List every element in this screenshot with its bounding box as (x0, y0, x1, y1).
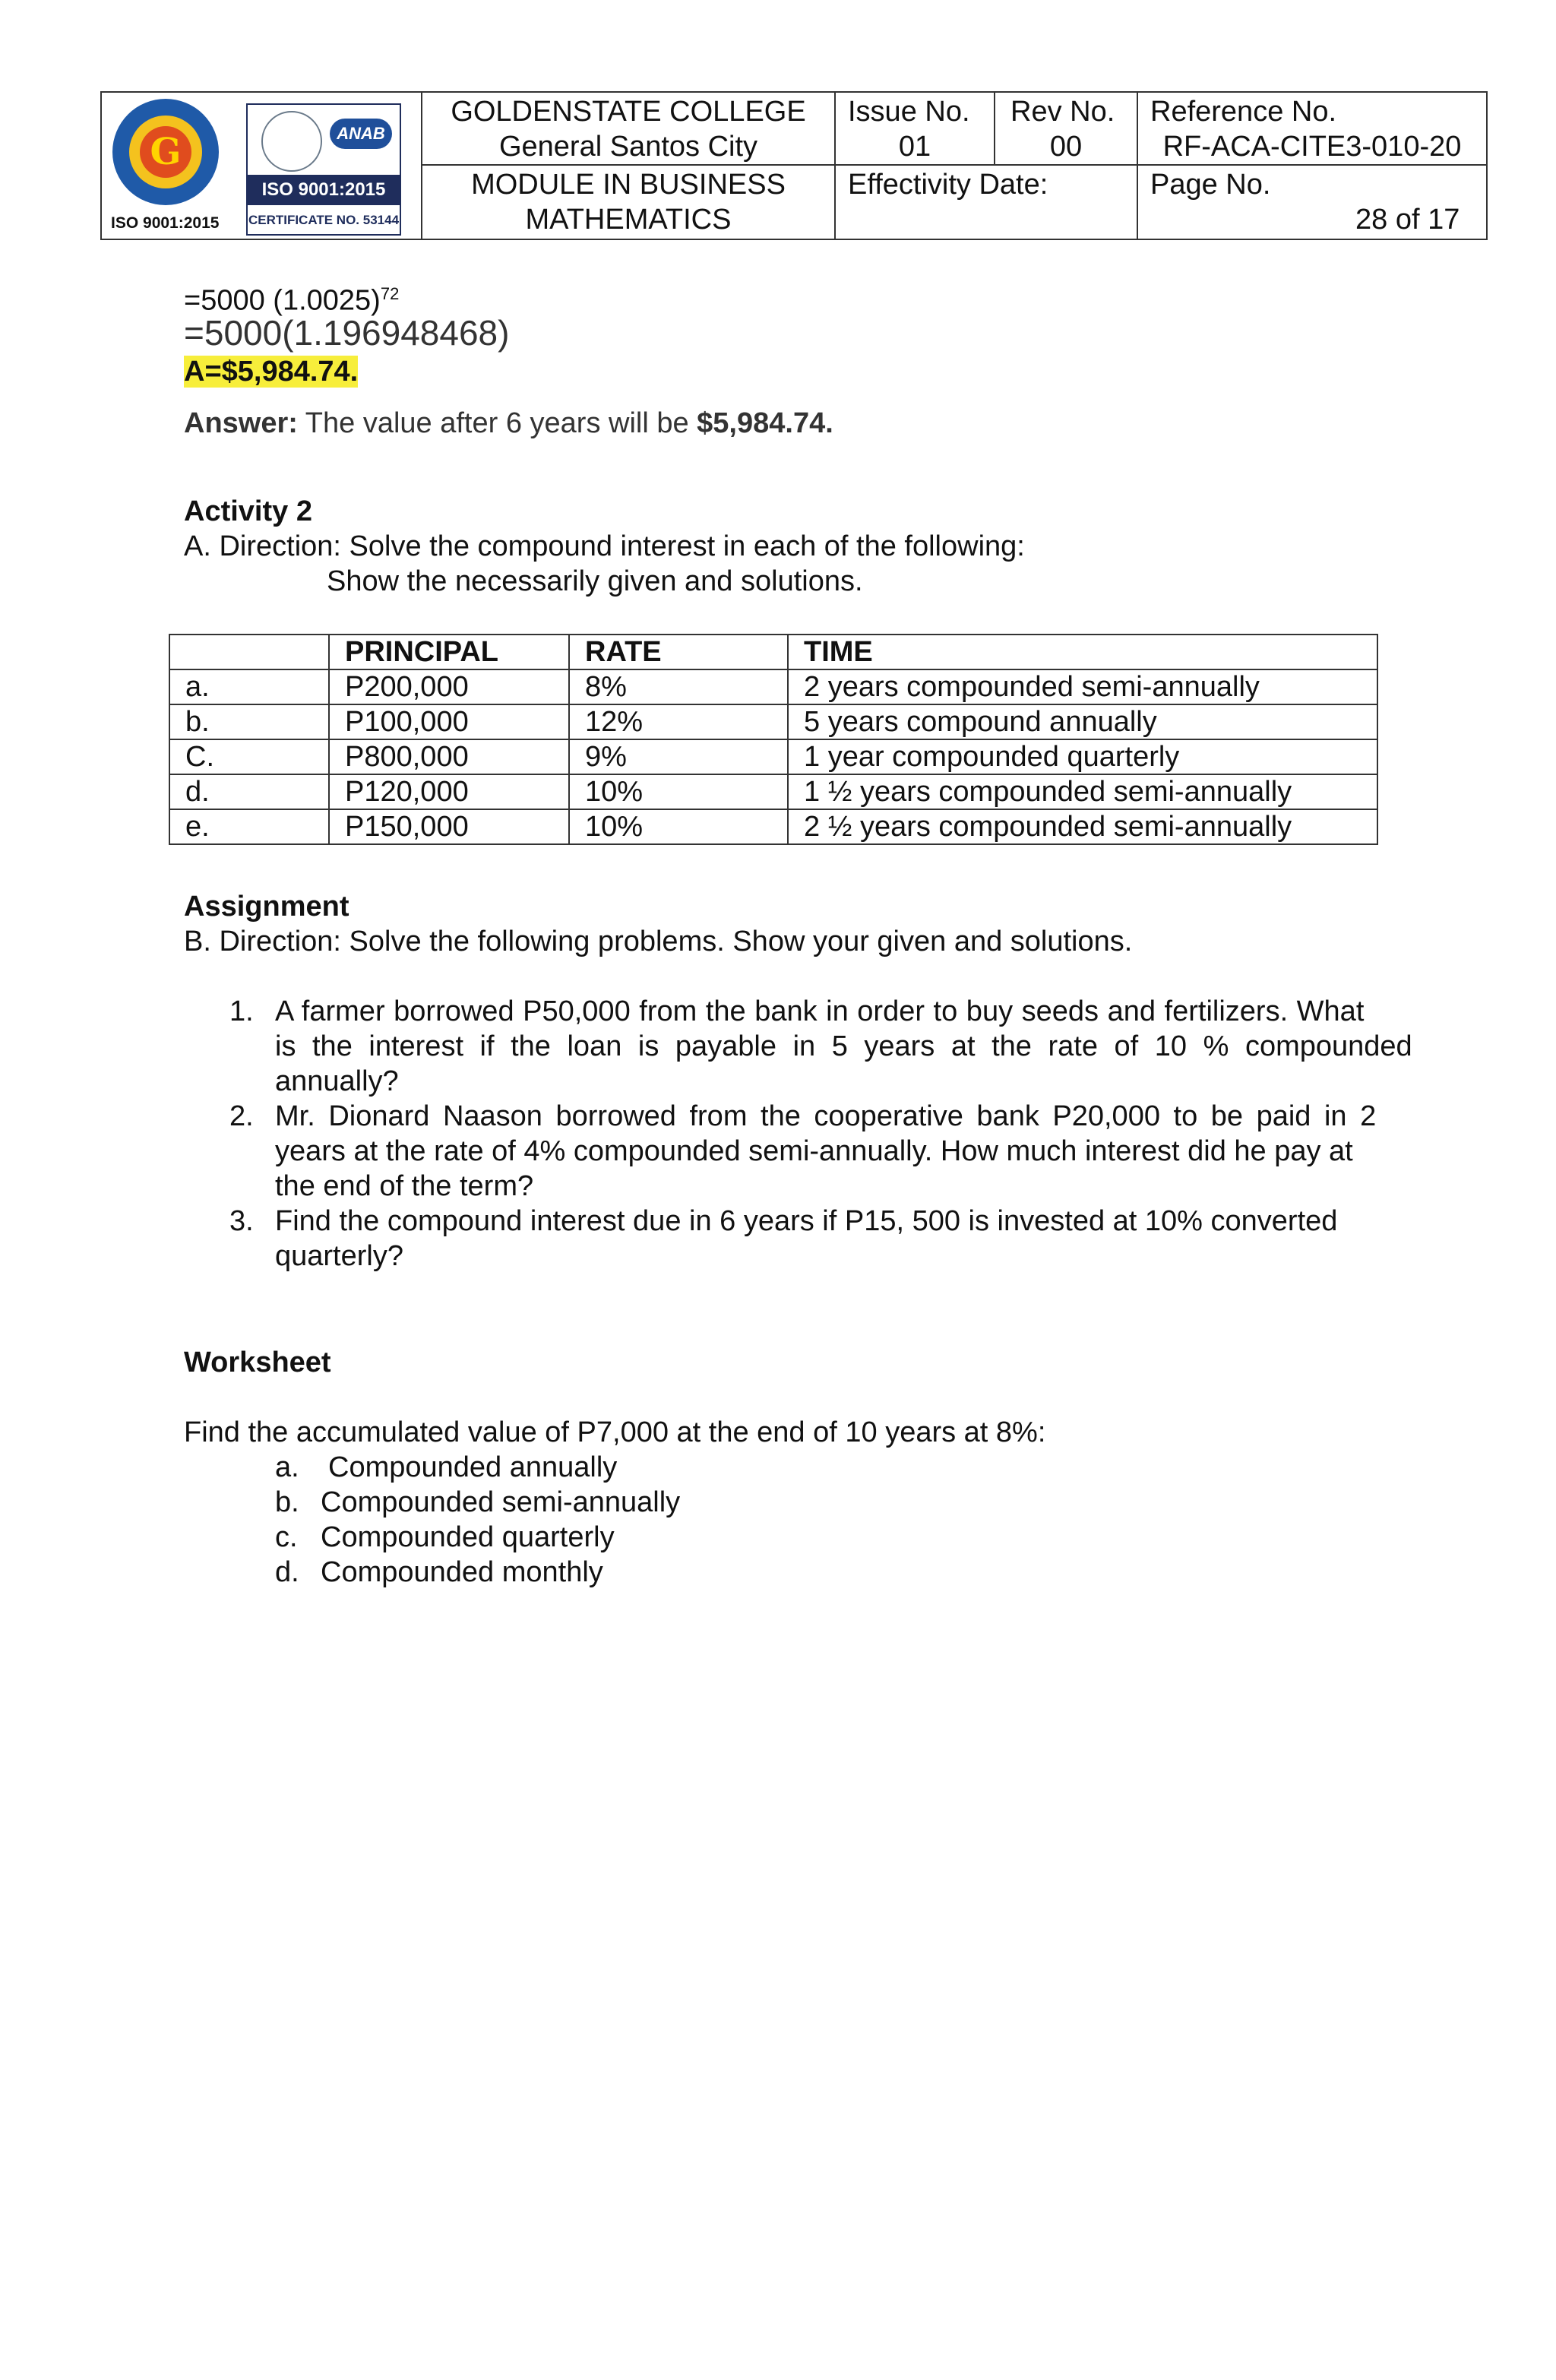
school-name: GOLDENSTATE COLLEGE (451, 96, 806, 128)
table-row (169, 669, 1377, 704)
rev-value: 00 (1049, 131, 1083, 163)
table-cell: 10% (569, 774, 788, 809)
table-cell: P120,000 (329, 774, 569, 809)
problem-number: 2. (229, 1100, 254, 1132)
issue-value: 01 (898, 131, 931, 163)
school-city: General Santos City (498, 131, 758, 163)
worksheet-item-text: Compounded annually (328, 1451, 618, 1483)
activity-title: Activity 2 (184, 495, 312, 527)
exponent: 72 (380, 284, 400, 303)
page-value: 28 of 17 (1355, 204, 1460, 236)
table-cell: 10% (569, 809, 788, 844)
activity-table (169, 634, 1378, 845)
table-cell: b. (169, 704, 329, 739)
table-header-cell (169, 635, 329, 669)
problem-line: is the interest if the loan is payable in 5 years at the rate of 10 % compounded (275, 1030, 1412, 1062)
table-cell: P800,000 (329, 739, 569, 774)
assignment-direction: B. Direction: Solve the following problems. Show your given and solutions. (184, 926, 1133, 957)
reference-value: RF-ACA-CITE3-010-20 (1162, 131, 1462, 163)
worksheet-item-letter: c. (275, 1521, 298, 1553)
worksheet-prompt: Find the accumulated value of P7,000 at the end of 10 years at 8%: (184, 1416, 1046, 1448)
problem-line: the end of the term? (275, 1170, 534, 1202)
table-row (169, 774, 1377, 809)
problem-line: Mr. Dionard Naason borrowed from the cooperative bank P20,000 to be paid in 2 (275, 1100, 1377, 1132)
worksheet-item-text: Compounded monthly (321, 1556, 603, 1588)
header-divider (1137, 93, 1138, 239)
table-header-cell: RATE (569, 635, 788, 669)
problem-number: 1. (229, 995, 254, 1027)
activity-direction-2: Show the necessarily given and solutions. (327, 565, 863, 597)
worksheet-item-letter: a. (275, 1451, 299, 1483)
worksheet-item-letter: d. (275, 1556, 299, 1588)
table-cell: a. (169, 669, 329, 704)
problem-line: Find the compound interest due in 6 years if P15, 500 is invested at 10% converted (275, 1205, 1338, 1237)
table-cell: 12% (569, 704, 788, 739)
anab-badge: ANAB (330, 119, 392, 149)
worksheet-title: Worksheet (184, 1347, 331, 1378)
header-divider (421, 164, 1486, 166)
table-cell: C. (169, 739, 329, 774)
module-title-line2: MATHEMATICS (525, 204, 732, 236)
page-label: Page No. (1150, 169, 1271, 201)
solution-line-2: =5000(1.196948468) (184, 313, 510, 353)
problem-line: years at the rate of 4% compounded semi-annually. How much interest did he pay at (275, 1135, 1353, 1167)
table-cell: e. (169, 809, 329, 844)
certificate-number: CERTIFICATE NO. 53144 (248, 213, 400, 227)
table-header-row (169, 635, 1377, 669)
table-cell: d. (169, 774, 329, 809)
table-cell: 5 years compound annually (788, 704, 1377, 739)
module-title-line1: MODULE IN BUSINESS (471, 169, 786, 201)
table-cell: 8% (569, 669, 788, 704)
table-cell: P200,000 (329, 669, 569, 704)
seal-caption: ISO 9001:2015 (111, 214, 220, 232)
table-row (169, 809, 1377, 844)
table-cell: 1 ½ years compounded semi-annually (788, 774, 1377, 809)
solution-result: A=$5,984.74. (184, 356, 359, 388)
problem-line: A farmer borrowed P50,000 from the bank in order to buy seeds and fertilizers. What (275, 995, 1365, 1027)
worksheet-item-text: Compounded semi-annually (321, 1486, 681, 1518)
iso-label: ISO 9001:2015 (248, 175, 400, 205)
table-header-cell: PRINCIPAL (329, 635, 569, 669)
issue-label: Issue No. (848, 96, 970, 128)
college-seal-logo: G (112, 99, 219, 205)
activity-direction: A. Direction: Solve the compound interest in each of the following: (184, 530, 1025, 562)
table-cell: 9% (569, 739, 788, 774)
rev-label: Rev No. (1010, 96, 1115, 128)
document-header (100, 91, 1488, 240)
header-divider (834, 93, 836, 239)
table-cell: 1 year compounded quarterly (788, 739, 1377, 774)
table-cell: 2 ½ years compounded semi-annually (788, 809, 1377, 844)
iso-certificate-logo (246, 103, 401, 236)
reference-label: Reference No. (1150, 96, 1337, 128)
problem-number: 3. (229, 1205, 254, 1237)
answer-line: Answer: The value after 6 years will be $5,984.74. (184, 407, 833, 439)
worksheet-item-text: Compounded quarterly (321, 1521, 615, 1553)
assignment-title: Assignment (184, 891, 349, 923)
table-cell: P150,000 (329, 809, 569, 844)
table-cell: 2 years compounded semi-annually (788, 669, 1377, 704)
certification-emblem-icon (261, 111, 322, 172)
problem-line: annually? (275, 1065, 399, 1097)
problem-line: quarterly? (275, 1240, 403, 1272)
solution-line-1: =5000 $(1.0025)^{72}$ (184, 284, 400, 317)
table-header-cell: TIME (788, 635, 1377, 669)
table-row (169, 739, 1377, 774)
effectivity-label: Effectivity Date: (848, 169, 1048, 201)
table-cell: P100,000 (329, 704, 569, 739)
worksheet-item-letter: b. (275, 1486, 299, 1518)
table-row (169, 704, 1377, 739)
